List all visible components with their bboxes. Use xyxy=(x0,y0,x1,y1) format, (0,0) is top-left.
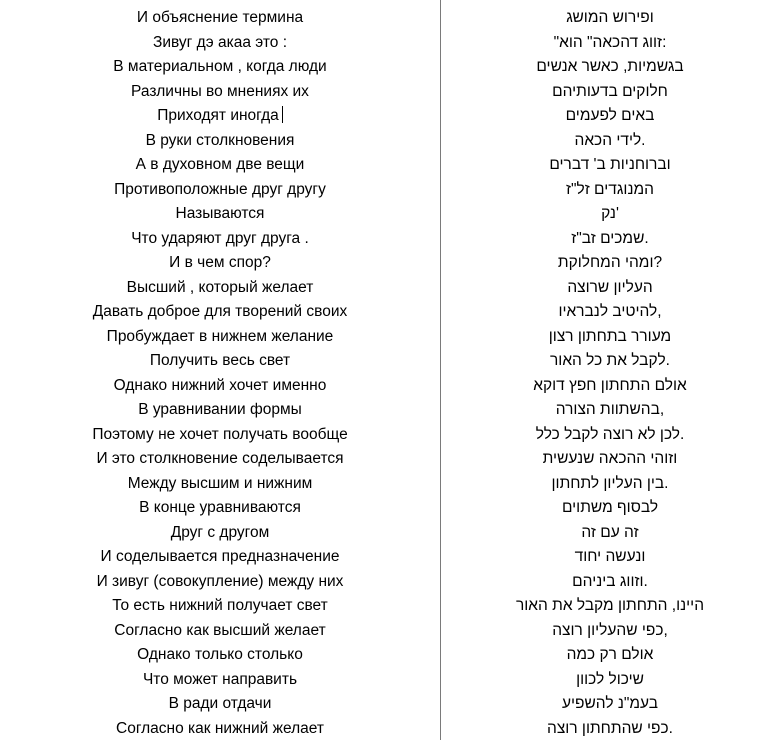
hebrew-line-text: .לידי הכאה xyxy=(575,132,646,149)
russian-line-23 xyxy=(0,545,440,570)
hebrew-line-text: .לקבל את כל האור xyxy=(550,352,670,369)
hebrew-line-12 xyxy=(441,276,779,301)
hebrew-line-26 xyxy=(441,619,779,644)
hebrew-line-13 xyxy=(441,300,779,325)
russian-line-text: То есть нижний получает свет xyxy=(112,597,328,614)
russian-line-text: И в чем спор? xyxy=(169,254,271,271)
hebrew-line-text: וזוהי ההכאה שנעשית xyxy=(543,450,678,467)
hebrew-line-28 xyxy=(441,668,779,693)
hebrew-line-text: ?ומהי המחלוקת xyxy=(558,254,662,271)
hebrew-line-text: ,כפי שהעליון רוצה xyxy=(552,622,668,639)
hebrew-line-text: בעמ"נ להשפיע xyxy=(562,695,658,712)
russian-line-text: Давать доброе для творений своих xyxy=(93,303,347,320)
hebrew-line-text: העליון שרוצה xyxy=(567,279,652,296)
russian-line-2 xyxy=(0,31,440,56)
hebrew-line-19 xyxy=(441,447,779,472)
hebrew-line-25 xyxy=(441,594,779,619)
hebrew-line-16 xyxy=(441,374,779,399)
hebrew-line-29 xyxy=(441,692,779,717)
hebrew-line-text: :זווג דהכאה" הוא" xyxy=(554,34,667,51)
russian-column xyxy=(0,6,440,741)
russian-line-text: Согласно как высший желает xyxy=(114,622,325,639)
hebrew-line-text: אולם רק כמה xyxy=(567,646,654,663)
russian-line-text: Однако нижний хочет именно xyxy=(114,377,327,394)
russian-line-text: В уравнивании формы xyxy=(138,401,302,418)
russian-line-text: И объяснение термина xyxy=(137,9,303,26)
hebrew-line-22 xyxy=(441,521,779,546)
hebrew-line-text: המנוגדים זל"ז xyxy=(566,181,654,198)
russian-line-text: А в духовном две вещи xyxy=(136,156,305,173)
hebrew-line-17 xyxy=(441,398,779,423)
hebrew-line-text: לבסוף משתוים xyxy=(562,499,658,516)
russian-line-5 xyxy=(0,104,440,129)
russian-line-24 xyxy=(0,570,440,595)
hebrew-line-text: .לכן לא רוצה לקבל כלל xyxy=(536,426,685,443)
hebrew-line-text: .וזווג ביניהם xyxy=(572,573,648,590)
russian-line-10 xyxy=(0,227,440,252)
russian-line-9 xyxy=(0,202,440,227)
hebrew-line-4 xyxy=(441,80,779,105)
hebrew-line-text: .כפי שהתחתון רוצה xyxy=(547,720,673,737)
russian-line-25 xyxy=(0,594,440,619)
hebrew-line-text: שיכול לכוון xyxy=(576,671,644,688)
russian-line-12 xyxy=(0,276,440,301)
russian-line-text: Получить весь свет xyxy=(150,352,290,369)
hebrew-line-6 xyxy=(441,129,779,154)
russian-line-8 xyxy=(0,178,440,203)
russian-line-13 xyxy=(0,300,440,325)
russian-line-text: И это столкновение соделывается xyxy=(96,450,343,467)
hebrew-line-text: וברוחניות ב' דברים xyxy=(549,156,670,173)
hebrew-line-15 xyxy=(441,349,779,374)
russian-line-text: Поэтому не хочет получать вообще xyxy=(92,426,347,443)
russian-line-15 xyxy=(0,349,440,374)
hebrew-line-text: חלוקים בדעותיהם xyxy=(552,83,668,100)
russian-line-19 xyxy=(0,447,440,472)
hebrew-line-20 xyxy=(441,472,779,497)
russian-line-text: Однако только столько xyxy=(137,646,303,663)
hebrew-line-2 xyxy=(441,31,779,56)
russian-line-text: Что может направить xyxy=(143,671,297,688)
hebrew-line-30 xyxy=(441,717,779,741)
russian-line-27 xyxy=(0,643,440,668)
russian-line-20 xyxy=(0,472,440,497)
russian-line-text: Друг с другом xyxy=(171,524,270,541)
hebrew-line-text: ,בהשתוות הצורה xyxy=(556,401,664,418)
russian-line-17 xyxy=(0,398,440,423)
russian-line-text: В материальном , когда люди xyxy=(113,58,326,75)
russian-line-22 xyxy=(0,521,440,546)
hebrew-line-5 xyxy=(441,104,779,129)
hebrew-line-3 xyxy=(441,55,779,80)
russian-line-text: Приходят иногда xyxy=(157,107,279,124)
hebrew-line-23 xyxy=(441,545,779,570)
russian-line-6 xyxy=(0,129,440,154)
russian-line-text: Противоположные друг другу xyxy=(114,181,326,198)
russian-line-14 xyxy=(0,325,440,350)
hebrew-line-14 xyxy=(441,325,779,350)
hebrew-line-1 xyxy=(441,6,779,31)
russian-line-text: Называются xyxy=(176,205,265,222)
hebrew-line-text: בגשמיות, כאשר אנשים xyxy=(536,58,683,75)
russian-line-3 xyxy=(0,55,440,80)
hebrew-line-text: .שמכים זב"ז xyxy=(571,230,648,247)
russian-line-29 xyxy=(0,692,440,717)
hebrew-line-text: מעורר בתחתון רצון xyxy=(549,328,671,345)
russian-line-text: В ради отдачи xyxy=(169,695,272,712)
hebrew-line-text: .בין העליון לתחתון xyxy=(552,475,669,492)
russian-line-16 xyxy=(0,374,440,399)
russian-line-text: В конце уравниваются xyxy=(139,499,301,516)
russian-line-text: Пробуждает в нижнем желание xyxy=(107,328,334,345)
russian-line-28 xyxy=(0,668,440,693)
russian-line-text: В руки столкновения xyxy=(146,132,295,149)
hebrew-line-18 xyxy=(441,423,779,448)
russian-line-7 xyxy=(0,153,440,178)
russian-line-text: Зивуг дэ акаа это : xyxy=(153,34,287,51)
russian-line-text: Высший , который желает xyxy=(127,279,314,296)
russian-line-21 xyxy=(0,496,440,521)
hebrew-line-24 xyxy=(441,570,779,595)
hebrew-line-text: היינו, התחתון מקבל את האור xyxy=(516,597,704,614)
hebrew-line-8 xyxy=(441,178,779,203)
text-cursor xyxy=(282,106,283,123)
russian-line-text: И зивуг (совокупление) между них xyxy=(97,573,344,590)
hebrew-line-11 xyxy=(441,251,779,276)
russian-line-text: И соделывается предназначение xyxy=(101,548,340,565)
hebrew-line-text: 'נק xyxy=(601,205,619,222)
hebrew-line-text: אולם התחתון חפץ דוקא xyxy=(533,377,687,394)
russian-line-11 xyxy=(0,251,440,276)
hebrew-column xyxy=(441,6,779,741)
hebrew-line-text: ופירוש המושג xyxy=(566,9,654,26)
hebrew-line-text: ,להיטיב לנבראיו xyxy=(558,303,661,320)
hebrew-line-text: זה עם זה xyxy=(581,524,638,541)
hebrew-line-27 xyxy=(441,643,779,668)
russian-line-text: Согласно как нижний желает xyxy=(116,720,324,737)
hebrew-line-10 xyxy=(441,227,779,252)
hebrew-line-7 xyxy=(441,153,779,178)
russian-line-text: Между высшим и нижним xyxy=(128,475,313,492)
russian-line-text: Что ударяют друг друга . xyxy=(131,230,309,247)
russian-line-text: Различны во мнениях их xyxy=(131,83,309,100)
russian-line-4 xyxy=(0,80,440,105)
russian-line-26 xyxy=(0,619,440,644)
hebrew-line-9 xyxy=(441,202,779,227)
hebrew-line-text: ונעשה יחוד xyxy=(575,548,646,565)
russian-line-18 xyxy=(0,423,440,448)
russian-line-30 xyxy=(0,717,440,741)
russian-line-1 xyxy=(0,6,440,31)
hebrew-line-text: באים לפעמים xyxy=(566,107,655,124)
hebrew-line-21 xyxy=(441,496,779,521)
